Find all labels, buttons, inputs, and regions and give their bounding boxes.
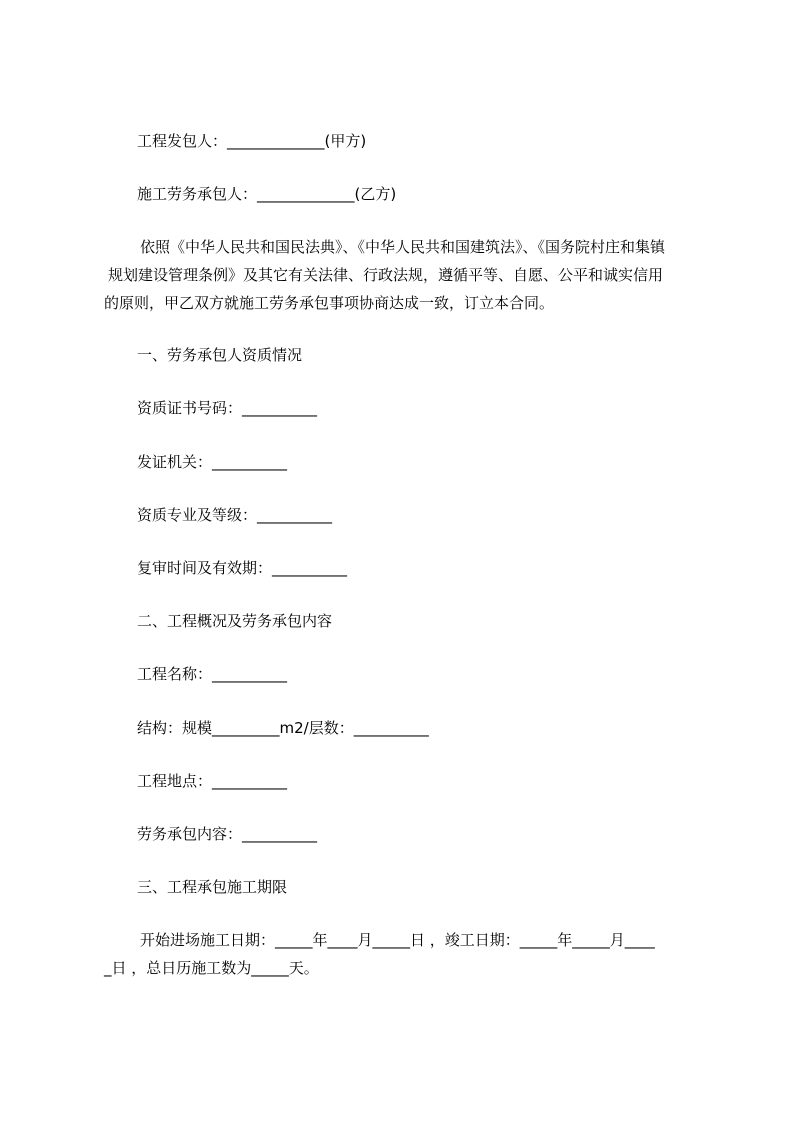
- project-name-line: 工程名称：__________: [137, 665, 288, 683]
- certificate-number-line: 资质证书号码：__________: [137, 399, 318, 417]
- preamble-line-3: 的原则，甲乙双方就施工劳务承包事项协商达成一致，订立本合同。: [104, 294, 555, 312]
- contractor-line: 施工劳务承包人：_____________(乙方): [137, 185, 397, 203]
- issuing-authority-line: 发证机关：__________: [137, 453, 288, 471]
- preamble-line-2: 规划建设管理条例》及其它有关法律、行政法规，遵循平等、自愿、公平和诚实信用: [108, 266, 664, 284]
- review-validity-line: 复审时间及有效期：__________: [137, 559, 348, 577]
- structure-scale-line: 结构：规模_________m2/层数：__________: [137, 719, 429, 737]
- section-heading-2: 二、工程概况及劳务承包内容: [137, 612, 333, 630]
- section-heading-3: 三、工程承包施工期限: [137, 878, 288, 896]
- qualification-grade-line: 资质专业及等级：__________: [137, 506, 333, 524]
- labor-content-line: 劳务承包内容：__________: [137, 825, 318, 843]
- employer-line: 工程发包人：_____________(甲方): [137, 132, 367, 150]
- project-location-line: 工程地点：__________: [137, 772, 288, 790]
- schedule-line-1: 开始进场施工日期：_____年____月_____日 ，竣工日期：_____年_____月____: [140, 931, 655, 949]
- preamble-line-1: 依照《中华人民共和国民法典》、《中华人民共和国建筑法》、《国务院村庄和集镇: [140, 238, 666, 256]
- section-heading-1: 一、劳务承包人资质情况: [137, 346, 303, 364]
- schedule-line-2: _日 ，总日历施工数为_____天。: [104, 959, 319, 977]
